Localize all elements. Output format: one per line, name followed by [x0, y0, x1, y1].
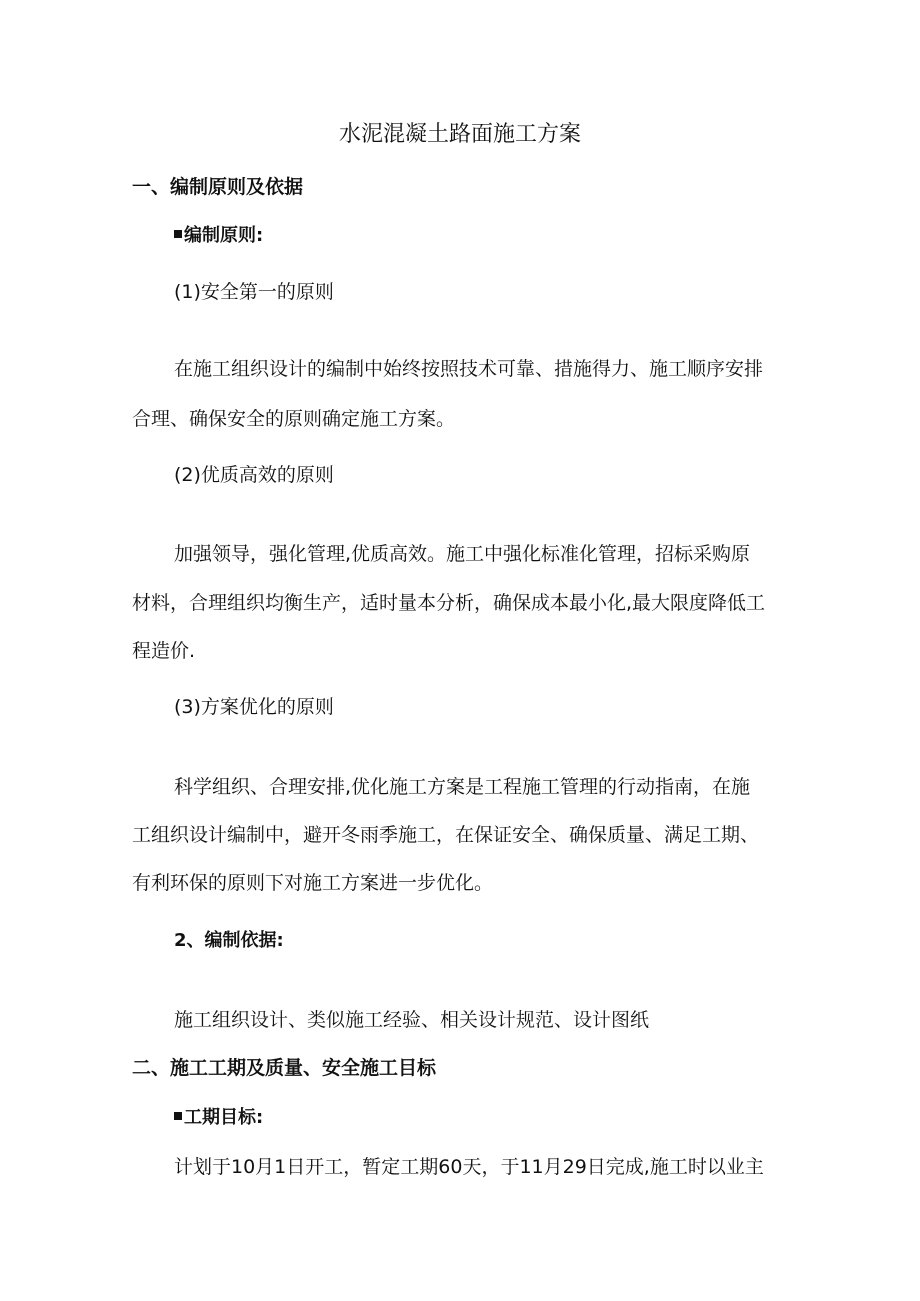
document-title: 水泥混凝土路面施工方案 — [338, 122, 581, 147]
basis-text: 施工组织设计、类似施工经验、相关设计规范、设计图纸 — [174, 1009, 650, 1031]
schedule-heading — [174, 1106, 263, 1130]
basis-heading: 2、编制依据: — [174, 930, 284, 951]
schedule-heading-text: 工期目标: — [184, 1107, 264, 1128]
principles-heading-text: 编制原则: — [184, 225, 264, 246]
schedule-text: 计划于10月1日开工，暂定工期60天，于11月29日完成,施工时以业主 — [174, 1156, 764, 1178]
principle-3-line-1: 科学组织、合理安排,优化施工方案是工程施工管理的行动指南，在施 — [174, 776, 751, 798]
square-bullet-icon — [174, 1112, 182, 1120]
section-1-heading: 一、编制原则及依据 — [132, 176, 304, 198]
principle-2-line-3: 程造价. — [132, 640, 196, 662]
principle-2-line-2: 材料，合理组织均衡生产，适时量本分析，确保成本最小化,最大限度降低工 — [132, 592, 766, 614]
principle-3-title: (3)方案优化的原则 — [174, 696, 334, 718]
principle-2-title: (2)优质高效的原则 — [174, 464, 334, 486]
principle-3-line-3: 有利环保的原则下对施工方案进一步优化。 — [132, 872, 494, 894]
principle-1-line-1: 在施工组织设计的编制中始终按照技术可靠、措施得力、施工顺序安排 — [174, 358, 764, 380]
section-2-heading: 二、施工工期及质量、安全施工目标 — [132, 1057, 437, 1079]
principle-1-line-2: 合理、确保安全的原则确定施工方案。 — [132, 408, 456, 430]
square-bullet-icon — [174, 230, 182, 238]
principles-heading — [174, 224, 263, 248]
principle-2-line-1: 加强领导，强化管理,优质高效。施工中强化标准化管理，招标采购原 — [174, 543, 751, 565]
principle-3-line-2: 工组织设计编制中，避开冬雨季施工，在保证安全、确保质量、满足工期、 — [132, 824, 760, 846]
principle-1-title: (1)安全第一的原则 — [174, 281, 334, 303]
